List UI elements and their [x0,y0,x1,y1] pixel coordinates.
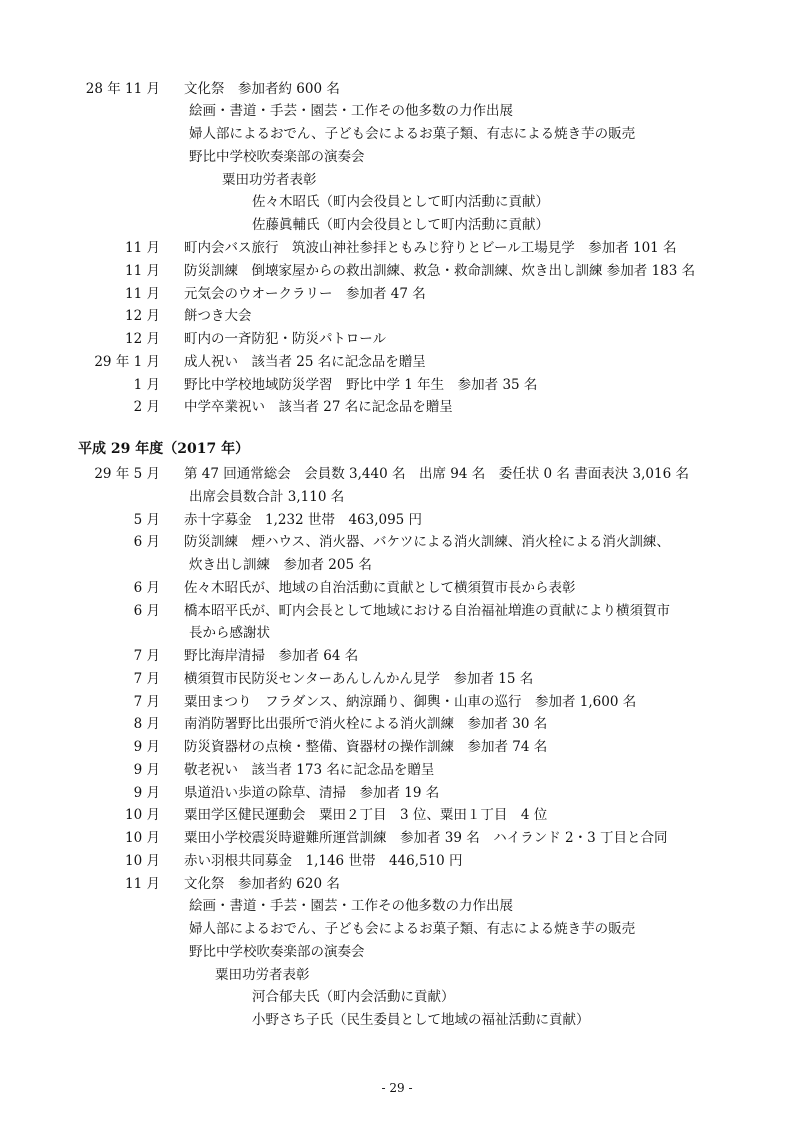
entry-text: 防災訓練 倒壊家屋からの救出訓練、救急・救命訓練、炊き出し訓練 参加者 183 名 [184,263,696,279]
award-heading: 粟田功労者表彰 [215,967,310,983]
entry-date: 28 年 11 月 [85,81,160,97]
entry-text: 文化祭 参加者約 620 名 [184,876,340,892]
entry-date: 11 月 [125,286,160,302]
entry-date: 11 月 [125,876,160,892]
entry-subline: 絵画・書道・手芸・園芸・工作その他多数の力作出展 [189,898,513,914]
entry-text: 敬老祝い 該当者 173 名に記念品を贈呈 [184,762,435,778]
entry-date: 10 月 [125,830,160,846]
entry-date: 6 月 [133,603,160,619]
entry-subline: 婦人部によるおでん、子ども会によるお菓子類、有志による焼き芋の販売 [189,921,636,937]
entry-date: 8 月 [133,716,160,732]
entry-date: 12 月 [125,308,160,324]
section-heading: 平成 29 年度（2017 年） [78,441,250,457]
entry-text: 成人祝い 該当者 25 名に記念品を贈呈 [184,354,426,370]
award-recipient: 小野さち子氏（民生委員として地域の福祉活動に貢献） [252,1012,590,1028]
entry-text: 赤い羽根共同募金 1,146 世帯 446,510 円 [184,853,463,869]
entry-text: 餅つき大会 [184,308,252,324]
entry-date: 11 月 [125,263,160,279]
entry-date: 1 月 [133,377,160,393]
entry-text: 防災資器材の点検・整備、資器材の操作訓練 参加者 74 名 [184,739,548,755]
entry-date: 7 月 [133,671,160,687]
entry-date: 7 月 [133,648,160,664]
entry-text: 県道沿い歩道の除草、清掃 参加者 19 名 [184,785,440,801]
entry-date: 9 月 [133,785,160,801]
entry-subline: 野比中学校吹奏楽部の演奏会 [189,149,365,165]
entry-text: 赤十字募金 1,232 世帯 463,095 円 [184,512,423,528]
entry-date: 9 月 [133,739,160,755]
entry-text: 防災訓練 煙ハウス、消火器、バケツによる消火訓練、消火栓による消火訓練、 [184,534,670,550]
entry-continuation: 出席会員数合計 3,110 名 [189,489,345,505]
entry-text: 文化祭 参加者約 600 名 [184,81,340,97]
entry-text: 中学卒業祝い 該当者 27 名に記念品を贈呈 [184,399,453,415]
award-recipient: 佐藤眞輔氏（町内会役員として町内活動に貢献） [252,217,549,233]
entry-text: 野比中学校地域防災学習 野比中学 1 年生 参加者 35 名 [184,377,538,393]
entry-text: 元気会のウオークラリー 参加者 47 名 [184,286,426,302]
entry-subline: 野比中学校吹奏楽部の演奏会 [189,944,365,960]
award-recipient: 河合郁夫氏（町内会活動に貢献） [252,989,455,1005]
entry-subline: 婦人部によるおでん、子ども会によるお菓子類、有志による焼き芋の販売 [189,126,636,142]
entry-text: 粟田小学校震災時避難所運営訓練 参加者 39 名 ハイランド 2・3 丁目と合同 [184,830,668,846]
entry-continuation: 長から感謝状 [189,625,270,641]
entry-text: 粟田学区健民運動会 粟田２丁目 3 位、粟田１丁目 4 位 [184,807,548,823]
entry-text: 佐々木昭氏が、地域の自治活動に貢献として横須賀市長から表彰 [184,580,576,596]
award-recipient: 佐々木昭氏（町内会役員として町内活動に貢献） [252,194,549,210]
entry-text: 南消防署野比出張所で消火栓による消火訓練 参加者 30 名 [184,716,548,732]
entry-date: 6 月 [133,534,160,550]
entry-text: 町内会バス旅行 筑波山神社参拝ともみじ狩りとビール工場見学 参加者 101 名 [184,240,677,256]
entry-text: 粟田まつり フラダンス、納涼踊り、御輿・山車の巡行 参加者 1,600 名 [184,694,637,710]
entry-text: 第 47 回通常総会 会員数 3,440 名 出席 94 名 委任状 0 名 書面表決 3,016 名 [184,466,689,482]
entry-date: 29 年 5 月 [94,466,160,482]
entry-date: 10 月 [125,807,160,823]
entry-date: 2 月 [133,399,160,415]
entry-continuation: 炊き出し訓練 参加者 205 名 [189,557,372,573]
entry-date: 6 月 [133,580,160,596]
entry-text: 橋本昭平氏が、町内会長として地域における自治福祉増進の貢献により横須賀市 [184,603,670,619]
entry-date: 29 年 1 月 [94,354,160,370]
entry-text: 横須賀市民防災センターあんしんかん見学 参加者 15 名 [184,671,534,687]
page-number: - 29 - [381,1081,413,1095]
entry-date: 12 月 [125,331,160,347]
entry-text: 町内の一斉防犯・防災パトロール [184,331,386,347]
entry-date: 5 月 [133,512,160,528]
entry-date: 7 月 [133,694,160,710]
entry-date: 9 月 [133,762,160,778]
entry-subline: 絵画・書道・手芸・園芸・工作その他多数の力作出展 [189,103,513,119]
entry-date: 11 月 [125,240,160,256]
entry-text: 野比海岸清掃 参加者 64 名 [184,648,359,664]
entry-date: 10 月 [125,853,160,869]
award-heading: 粟田功労者表彰 [222,172,317,188]
